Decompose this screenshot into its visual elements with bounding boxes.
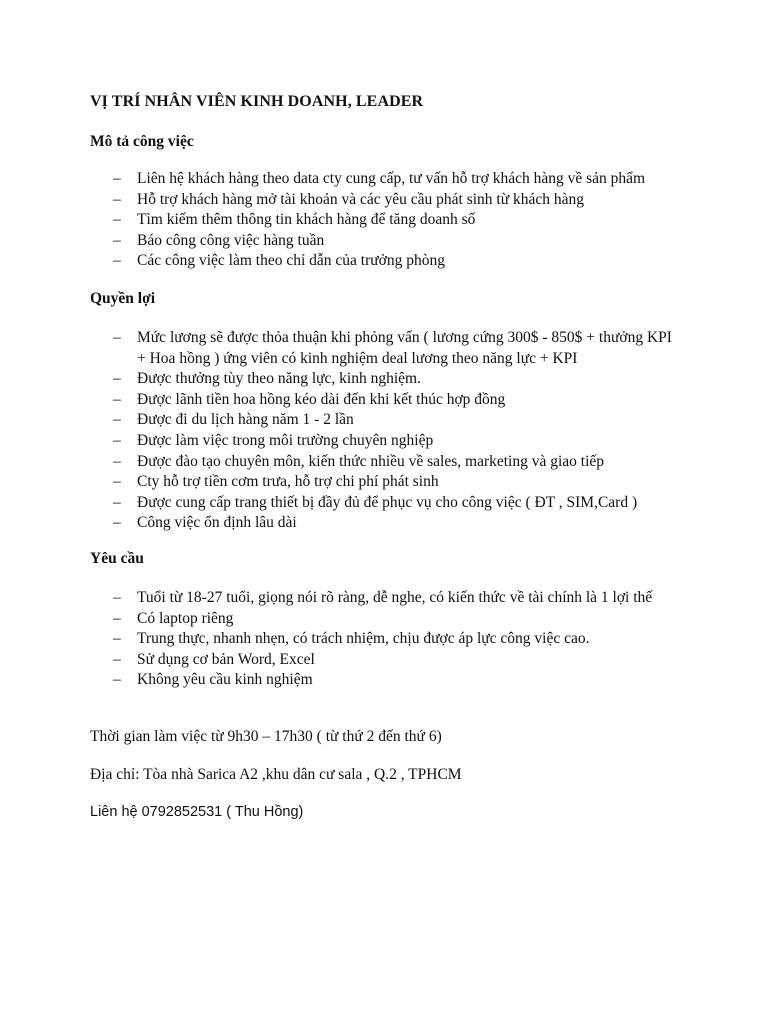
requirements-list [113,588,683,691]
list-item: – Mức lương sẽ được thỏa thuận khi phỏng vấn ( lương cứng 300$ - 850$ + thưởng KPI + Hoa hồng ) ứng viên có kinh nghiệm deal lương theo năng lực + KPI [113,329,672,367]
bullet-dash: – [113,170,121,187]
bullet-dash: – [113,650,121,668]
list-item: – Được đào tạo chuyên môn, kiến thức nhiều về sales, marketing và giao tiếp [113,452,683,473]
bullet-dash: – [113,473,121,491]
bullet-dash: – [113,390,121,408]
list-item: – Được đi du lịch hàng năm 1 - 2 lần [113,410,683,431]
list-item: – Liên hệ khách hàng theo data cty cung cấp, tư vấn hỗ trợ khách hàng về sản phẩm [113,169,683,190]
list-item: – Các công việc làm theo chỉ dẫn của trưởng phòng [113,251,683,272]
list-item: – Có laptop riêng [113,609,683,630]
list-item: – Được làm việc trong môi trường chuyên nghiệp [113,431,683,452]
working-hours: Thời gian làm việc từ 9h30 – 17h30 ( từ thứ 2 đến thứ 6) [90,728,442,745]
list-item: – Không yêu cầu kinh nghiệm [113,670,683,691]
benefits-list [113,328,683,534]
bullet-dash: – [113,514,121,532]
list-item: – Báo công công việc hàng tuần [113,231,683,252]
bullet-dash: – [113,431,121,449]
list-item: – Sử dụng cơ bản Word, Excel [113,650,683,671]
section-heading-job-description: Mô tả công việc [90,133,194,150]
bullet-dash: – [113,252,121,270]
bullet-dash: – [113,630,121,648]
bullet-dash: – [113,493,121,511]
bullet-dash: – [113,370,121,388]
page-title: VỊ TRÍ NHÂN VIÊN KINH DOANH, LEADER [90,93,424,110]
bullet-dash: – [113,211,121,229]
list-item: – Trung thực, nhanh nhẹn, có trách nhiệm, chịu được áp lực công việc cao. [113,629,683,650]
contact-info: Liên hệ 0792852531 ( Thu Hồng) [90,804,304,820]
list-item: – Tìm kiếm thêm thông tin khách hàng để tăng doanh số [113,210,683,231]
address: Địa chỉ: Tòa nhà Sarica A2 ,khu dân cư sala , Q.2 , TPHCM [90,766,462,783]
section-heading-benefits: Quyền lợi [90,290,155,307]
list-item: – Được cung cấp trang thiết bị đầy đủ để phục vụ cho công việc ( ĐT , SIM,Card ) [113,493,683,514]
bullet-dash: – [113,411,121,429]
bullet-dash: – [113,609,121,627]
bullet-dash: – [113,452,121,470]
list-item: – Được lãnh tiền hoa hồng kéo dài đến khi kết thúc hợp đồng [113,390,683,411]
section-heading-requirements: Yêu cầu [90,550,144,567]
list-item: – Hỗ trợ khách hàng mở tài khoản và các yêu cầu phát sinh từ khách hàng [113,190,683,211]
list-item: – Được thưởng tùy theo năng lực, kinh nghiệm. [113,369,683,390]
list-item: – Tuổi từ 18-27 tuổi, giọng nói rõ ràng, dễ nghe, có kiến thức về tài chính là 1 lợi thế [113,588,683,609]
bullet-dash: – [113,231,121,249]
job-description-list [113,169,683,272]
bullet-dash: – [113,329,121,346]
bullet-dash: – [113,589,121,606]
bullet-dash: – [113,671,121,689]
list-item: – Cty hỗ trợ tiền cơm trưa, hỗ trợ chi phí phát sinh [113,472,683,493]
list-item: – Công việc ổn định lâu dài [113,513,683,534]
bullet-dash: – [113,190,121,208]
